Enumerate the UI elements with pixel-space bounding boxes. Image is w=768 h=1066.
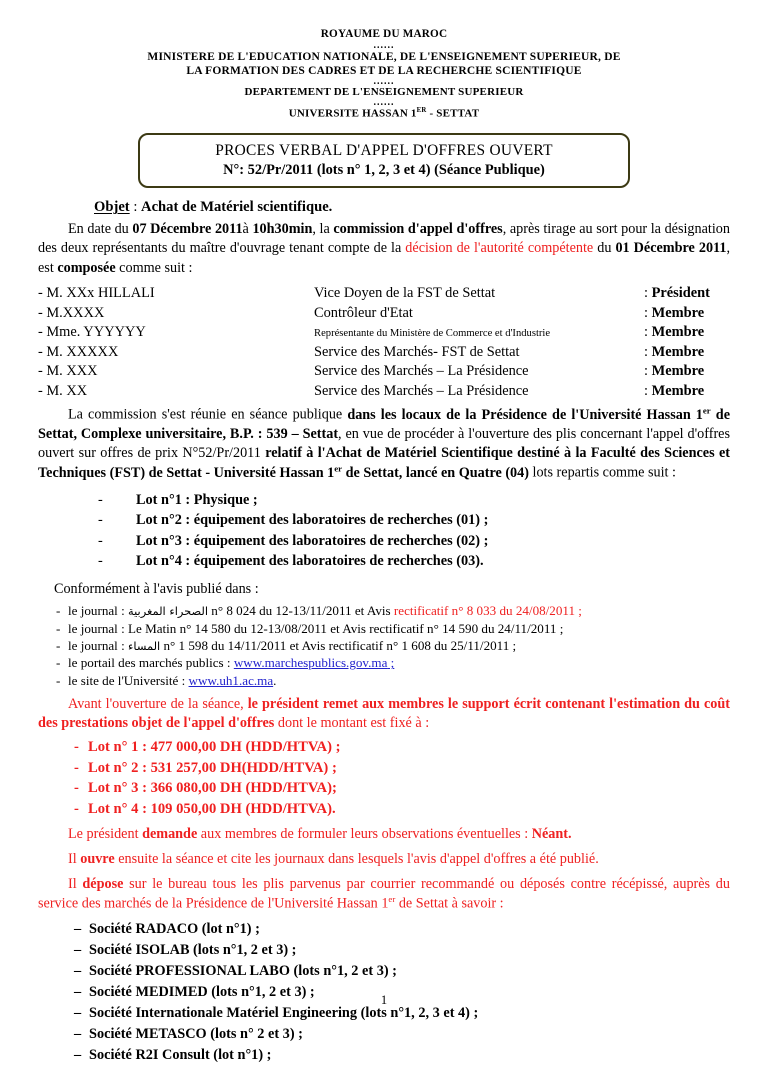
- president-demande-paragraph: [38, 825, 730, 844]
- journal-rectificatif-red: rectificatif n° 8 033 du 24/08/2011 ;: [393, 603, 582, 619]
- list-item: – Société Internationale Matériel Engineering (lots n°1, 2, 3 et 4) ;: [74, 1003, 730, 1024]
- commission-members-body: [38, 284, 730, 401]
- intro-s2: à: [242, 221, 253, 238]
- session-paragraph: [38, 405, 730, 483]
- session-s1: La commission s'est réunie en séance publique: [68, 406, 348, 423]
- member-role: Contrôleur d'Etat: [314, 304, 413, 321]
- intro-s4: , après tirage au sort pour la désignation des deux représentants du maître d'ouvrage tenant compte de la: [38, 221, 730, 257]
- member-name: - M. XX: [38, 382, 88, 399]
- session-b2b: de Settat, lancé en Quatre (04): [342, 464, 529, 481]
- member-colon: :: [644, 382, 652, 399]
- journal-mid: n° 8 024 du 12-13/11/2011 et Avis: [208, 603, 394, 619]
- header-divider-dots-2: ......: [373, 75, 395, 87]
- objet-value: Achat de Matériel scientifique.: [141, 199, 333, 216]
- university-site-link[interactable]: www.uh1.ac.ma: [188, 672, 274, 688]
- p3-d: de Settat à savoir :: [395, 896, 504, 913]
- list-item: – Société R2I Consult (lot n°1) ;: [74, 1045, 730, 1066]
- member-function-label: Membre: [651, 382, 705, 399]
- journal-name-arabic: الصحراء المغربية: [128, 604, 209, 619]
- member-name: - M. XXXXX: [38, 343, 119, 360]
- journal-prefix: le journal : Le Matin n° 14 580 du 12-13/08/2011 et Avis rectificatif n° 14 590 du 24/11/2011 ;: [68, 620, 564, 636]
- list-item: - Lot n° 2 : 531 257,00 DH(HDD/HTVA) ;: [74, 758, 730, 778]
- intro-date-session: 07 Décembre 2011: [132, 221, 243, 238]
- member-role: Vice Doyen de la FST de Settat: [314, 285, 496, 302]
- table-row: [38, 303, 730, 323]
- intro-paragraph: [38, 220, 730, 277]
- member-function-label: Membre: [651, 324, 705, 341]
- p1-b: demande: [142, 826, 198, 842]
- member-colon: :: [644, 304, 652, 321]
- member-function-label: Président: [651, 285, 710, 302]
- session-b2: relatif à l'Achat de Matériel Scientifique destiné à la Faculté des Sciences et Techniques (FST) de Settat - Université Hassan 1: [38, 444, 730, 481]
- session-b1b: de Settat, Complexe universitaire, B.P. : 539 – Settat: [38, 406, 730, 442]
- member-name: - M. XXx HILLALI: [38, 285, 155, 302]
- lots-list: [98, 490, 730, 571]
- session-b1: dans les locaux de la Présidence de l'Université Hassan 1: [347, 406, 703, 423]
- before-opening-paragraph: [38, 695, 730, 733]
- table-row: [38, 381, 730, 401]
- before-opening-s1: Avant l'ouverture de la séance,: [68, 696, 248, 713]
- intro-commission: commission d'appel d'offres: [333, 221, 503, 238]
- title-box: [138, 133, 630, 188]
- title-main: PROCES VERBAL D'APPEL D'OFFRES OUVERT: [215, 142, 553, 160]
- member-function: [644, 303, 730, 323]
- member-role: Service des Marchés- FST de Settat: [314, 343, 520, 360]
- member-function-label: Membre: [651, 363, 705, 380]
- president-depose-paragraph: [38, 875, 730, 914]
- list-item: – Société PROFESSIONAL LABO (lots n°1, 2 et 3) ;: [74, 961, 730, 982]
- intro-s7: comme suit :: [115, 259, 193, 276]
- header-ministry-line-2: LA FORMATION DES CADRES ET DE LA RECHERCHE SCIENTIFIQUE: [186, 64, 582, 77]
- publication-intro: Conformément à l'avis publié dans :: [54, 581, 259, 598]
- objet-separator: :: [129, 199, 142, 216]
- member-colon: :: [644, 343, 652, 360]
- president-ouvre-paragraph: [38, 850, 730, 869]
- table-row: [38, 284, 730, 304]
- commission-members-table: [38, 284, 730, 401]
- portal-label: le portail des marchés publics :: [68, 655, 234, 671]
- member-role: Service des Marchés – La Présidence: [314, 363, 529, 380]
- session-b1-ordinal: er: [702, 405, 711, 416]
- member-colon: :: [644, 363, 652, 380]
- title-reference: N°: 52/Pr/2011 (lots n° 1, 2, 3 et 4) (Séance Publique): [223, 161, 545, 178]
- member-name: - M.XXXX: [38, 304, 105, 321]
- member-role: Service des Marchés – La Présidence: [314, 382, 529, 399]
- intro-composee: composée: [57, 259, 116, 276]
- session-s2: , en vue de procéder à l'ouverture des plis concernant l'appel d'offres ouvert sur offres de prix N°52/Pr/2011: [38, 425, 730, 461]
- journal-prefix: le journal :: [68, 603, 128, 619]
- journal-prefix: le journal :: [68, 637, 128, 653]
- intro-s6: , est: [38, 240, 730, 276]
- list-item: – Société MEDIMED (lots n°1, 2 et 3) ;: [74, 982, 730, 1003]
- site-tail: .: [273, 672, 277, 688]
- table-row: [38, 342, 730, 362]
- intro-time: 10h30min: [252, 221, 313, 238]
- list-item: [56, 620, 730, 637]
- list-item: - Lot n°1 : Physique ;: [98, 490, 730, 510]
- header-university-line: [38, 107, 730, 121]
- table-row: [38, 323, 730, 343]
- p2-b: ouvre: [80, 851, 115, 868]
- list-item: – Société METASCO (lots n° 2 et 3) ;: [74, 1024, 730, 1045]
- header-divider-dots-1: ......: [373, 39, 395, 51]
- p2-c: ensuite la séance et cite les journaux dans lesquels l'avis d'appel d'offres a été publié.: [114, 851, 599, 868]
- p3-b: dépose: [82, 876, 124, 893]
- member-colon: :: [644, 324, 652, 341]
- p1-a: Le président: [68, 826, 143, 842]
- list-item: [56, 637, 730, 654]
- before-opening-bold: le président remet aux membres le support écrit contenant l'estimation du coût des prestations objet de l'appel d'offres: [38, 696, 730, 732]
- page-number: 1: [380, 993, 388, 1007]
- header-university-pre: UNIVERSITE HASSAN 1: [288, 107, 417, 120]
- p1-neant: Néant.: [531, 826, 572, 842]
- journal-mid: n° 1 598 du 14/11/2011 et Avis rectificatif n° 1 608 du 25/11/2011 ;: [160, 637, 517, 653]
- portal-link[interactable]: www.marchespublics.gov.ma: [233, 655, 388, 671]
- intro-s1: En date du: [68, 221, 133, 238]
- header-department-line: DEPARTEMENT DE L'ENSEIGNEMENT SUPERIEUR: [244, 85, 524, 98]
- header-university-ordinal: ER: [416, 107, 427, 115]
- intro-s3: , la: [312, 221, 334, 238]
- list-item: - Lot n° 1 : 477 000,00 DH (HDD/HTVA) ;: [74, 737, 730, 757]
- p1-c: aux membres de formuler leurs observations éventuelles :: [197, 826, 532, 842]
- session-b2-ordinal: er: [334, 463, 343, 474]
- list-item: - Lot n° 3 : 366 080,00 DH (HDD/HTVA);: [74, 778, 730, 798]
- p3-a: Il: [68, 876, 83, 893]
- header-kingdom-line: ROYAUME DU MAROC: [320, 28, 448, 40]
- member-function: [644, 381, 730, 401]
- member-name: - M. XXX: [38, 363, 98, 380]
- member-colon: :: [644, 285, 652, 302]
- member-function: [644, 323, 730, 343]
- journals-list: [56, 602, 730, 689]
- document-body: [38, 199, 730, 1066]
- portal-tail: ;: [387, 655, 395, 671]
- list-item: [56, 602, 730, 619]
- p2-a: Il: [68, 851, 81, 868]
- header-ministry-line-1: MINISTERE DE L'EDUCATION NATIONALE, DE L'ENSEIGNEMENT SUPERIEUR, DE: [147, 50, 621, 63]
- member-function: [644, 284, 730, 304]
- member-function: [644, 362, 730, 382]
- site-label: le site de l'Université :: [68, 672, 189, 688]
- p3-ordinal: er: [388, 894, 396, 905]
- member-function-label: Membre: [651, 343, 705, 360]
- header-university-post: - SETTAT: [426, 107, 480, 120]
- header-divider-dots-3: ......: [373, 97, 395, 109]
- list-item: - Lot n°2 : équipement des laboratoires de recherches (01) ;: [98, 510, 730, 530]
- p3-c: sur le bureau tous les plis parvenus par courrier recommandé ou déposés contre récépissé, auprès du service des marchés de la Présidence de l'Université Hassan 1: [38, 876, 730, 913]
- objet-label: Objet: [94, 199, 130, 216]
- list-item: [56, 654, 730, 671]
- intro-s5: du: [593, 240, 616, 257]
- list-item: - Lot n°4 : équipement des laboratoires de recherches (03).: [98, 551, 730, 571]
- before-opening-s2: dont le montant est fixé à :: [274, 715, 430, 732]
- list-item: - Lot n° 4 : 109 050,00 DH (HDD/HTVA).: [74, 799, 730, 819]
- table-row: [38, 362, 730, 382]
- list-item: - Lot n°3 : équipement des laboratoires de recherches (02) ;: [98, 531, 730, 551]
- list-item: – Société RADACO (lot n°1) ;: [74, 919, 730, 940]
- session-s3: lots repartis comme suit :: [528, 464, 676, 481]
- member-name: - Mme. YYYYYY: [38, 324, 146, 341]
- journal-name-arabic: المساء: [128, 638, 161, 653]
- amounts-list: [74, 737, 730, 819]
- document-header: [38, 28, 730, 121]
- member-function: [644, 342, 730, 362]
- list-item: [56, 672, 730, 689]
- intro-date-decision: 01 Décembre 2011: [615, 240, 727, 257]
- member-function-label: Membre: [651, 304, 705, 321]
- member-role: Représentante du Ministère de Commerce et d'Industrie: [314, 328, 551, 340]
- objet-line: [38, 199, 730, 216]
- intro-decision-red: décision de l'autorité compétente: [405, 240, 594, 257]
- list-item: – Société ISOLAB (lots n°1, 2 et 3) ;: [74, 940, 730, 961]
